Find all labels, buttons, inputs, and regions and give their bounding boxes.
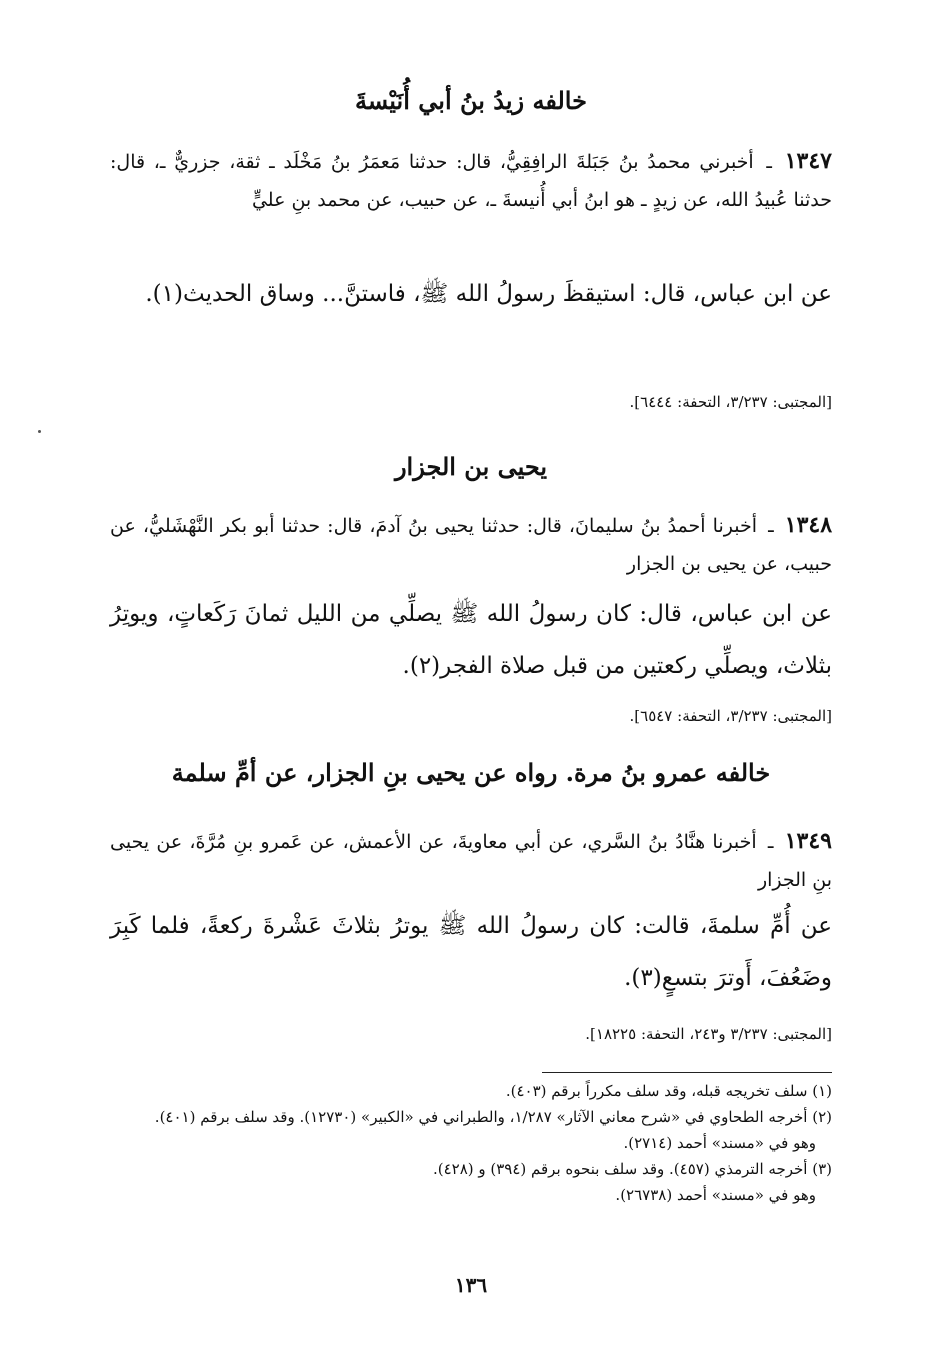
footnote-3: (٣) أخرجه الترمذي (٤٥٧). وقد سلف بنحوه برقم (٣٩٤) و (٤٢٨). xyxy=(432,1160,832,1178)
number-separator: ـ xyxy=(766,151,772,173)
page-number: ١٣٦ xyxy=(454,1273,488,1297)
book-page xyxy=(110,0,832,1364)
hadith-isnad-1347 xyxy=(110,142,832,219)
isnad-text: أخبرنا هنَّادُ بنُ السَّري، عن أبي معاويةَ، عن الأعمش، عن عَمرو بنِ مُرَّةَ، عن يحيى بنِ الجزار xyxy=(110,831,832,891)
footnote-2: (٢) أخرجه الطحاوي في «شرح معاني الآثار» ١/٢٨٧، والطبراني في «الكبير» (١٢٧٣٠). وقد سلف برقم (٤٠١). xyxy=(154,1108,832,1126)
section-heading-1: خالفه زيدُ بنُ أبي أُنَيْسةَ xyxy=(355,86,587,115)
section-heading-3: خالفه عمرو بنُ مرة. رواه عن يحيى بنِ الجزار، عن أمِّ سلمة xyxy=(171,758,771,787)
matn-text: عن ابن عباس، قال: كان رسولُ الله ﷺ يصلِّي من الليل ثمانَ رَكَعاتٍ، ويوتِرُ بثلاث، ويصلِّي ركعتين من قبل صلاة الفجر(٢). xyxy=(110,601,832,679)
footnote-divider xyxy=(542,1072,832,1073)
footnotes xyxy=(110,1078,832,1208)
hadith-number: ١٣٤٩ xyxy=(784,828,832,854)
hadith-isnad-1348 xyxy=(110,506,832,583)
isnad-text: أخبرني محمدُ بنُ جَبَلةَ الرافِقِيُّ، قال: حدثنا مَعمَرُ بنُ مَخْلَد ـ ثقة، جزريٌّ ـ، قال: حدثنا عُبيدُ الله، عن زيدٍ ـ هو ابنُ أبي أُنيسةَ ـ، عن حبيب، عن محمد بنِ عليٍّ xyxy=(110,151,832,211)
reference-1348: [المجتبى: ٣/٢٣٧، التحفة: ٦٥٤٧]. xyxy=(629,707,832,725)
footnote-2-continued: وهو في «مسند» أحمد (٢٧١٤). xyxy=(623,1134,816,1152)
hadith-matn-1348 xyxy=(110,588,832,692)
reference-1347: [المجتبى: ٣/٢٣٧، التحفة: ٦٤٤٤]. xyxy=(629,393,832,411)
section-heading-2: يحيى بن الجزار xyxy=(394,452,548,481)
reference-1349: [المجتبى: ٣/٢٣٧ و٢٤٣، التحفة: ١٨٢٢٥]. xyxy=(585,1025,832,1043)
number-separator: ـ xyxy=(768,515,774,537)
isnad-text: أخبرنا أحمدُ بنُ سليمانَ، قال: حدثنا يحيى بنُ آدمَ، قال: حدثنا أبو بكر النَّهْشَليُّ، عن حبيب، عن يحيى بن الجزار xyxy=(110,515,832,575)
number-separator: ـ xyxy=(767,831,774,853)
footnote-1: (١) سلف تخريجه قبله، وقد سلف مكرراً برقم (٤٠٣). xyxy=(505,1082,832,1100)
matn-text: عن ابن عباس، قال: استيقظَ رسولُ الله ﷺ، فاستنَّ... وساق الحديث(١). xyxy=(145,281,832,307)
hadith-number: ١٣٤٨ xyxy=(784,512,833,538)
hadith-matn-1349 xyxy=(110,900,832,1004)
scan-speck xyxy=(38,430,41,433)
hadith-isnad-1349 xyxy=(110,822,832,899)
hadith-number: ١٣٤٧ xyxy=(784,148,832,174)
footnote-3-continued: وهو في «مسند» أحمد (٢٦٧٣٨). xyxy=(615,1186,816,1204)
matn-text: عن أُمِّ سلمةَ، قالت: كان رسولُ الله ﷺ يوترُ بثلاثَ عَشْرةَ ركعةً، فلما كَبِرَ وضَعُفَ، أَوترَ بتسعٍ(٣). xyxy=(110,913,833,991)
hadith-matn-1347 xyxy=(110,268,832,320)
